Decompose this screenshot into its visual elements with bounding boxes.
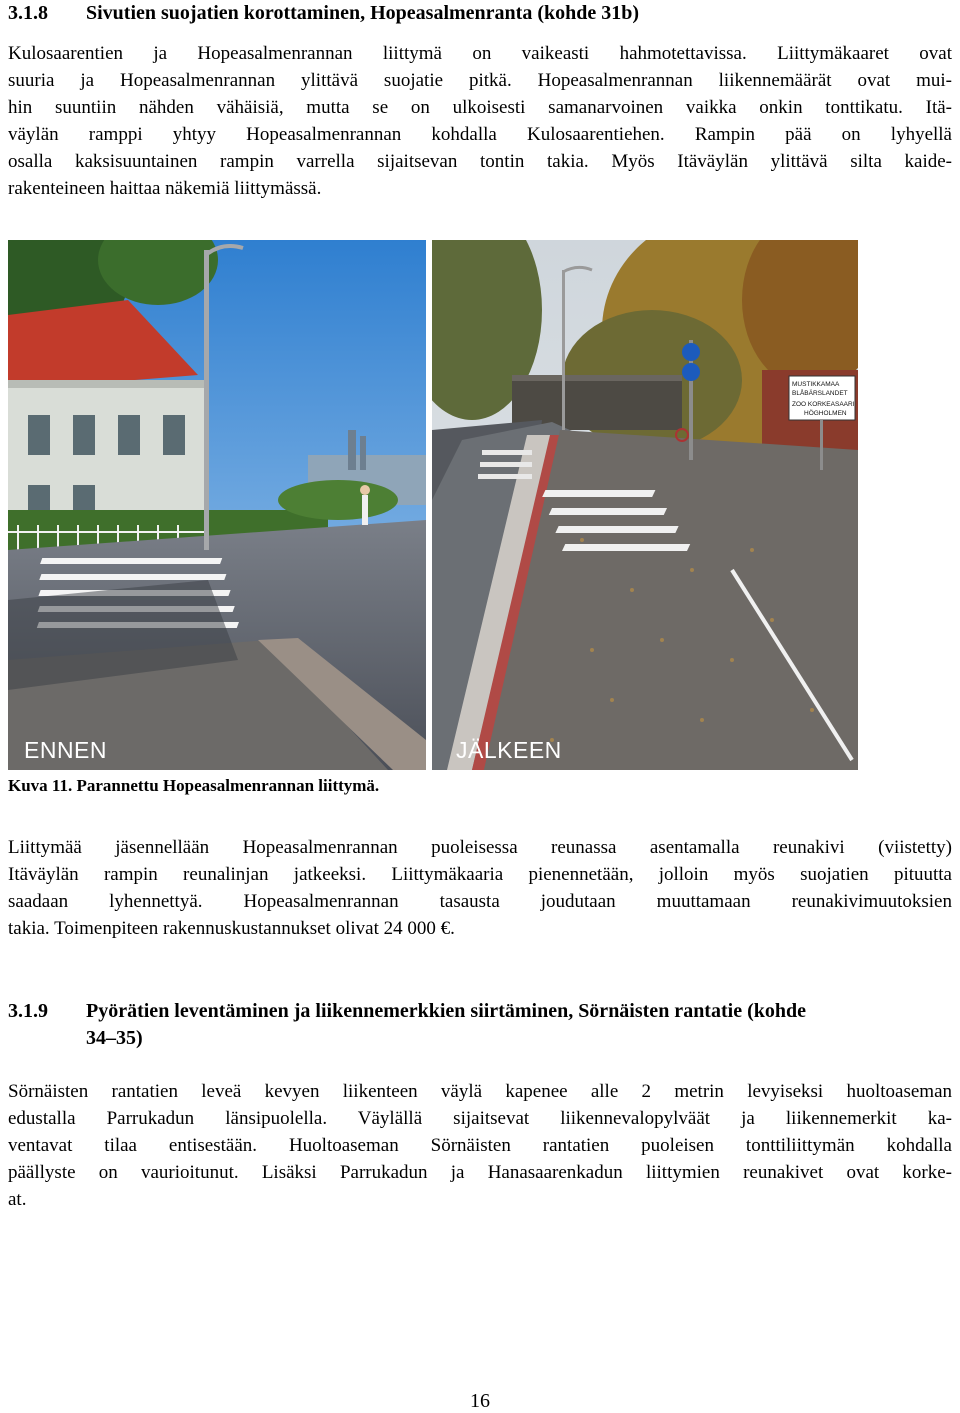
photo-after bbox=[432, 240, 858, 770]
text-line: at. bbox=[8, 1189, 27, 1210]
paragraph-improvement-description bbox=[8, 834, 952, 942]
figure-caption: Kuva 11. Parannettu Hopeasalmenrannan liittymä. bbox=[8, 776, 380, 795]
paragraph-bikeway-description bbox=[8, 1078, 952, 1213]
text-line: päällyste on vaurioitunut. Lisäksi Parrukadun ja Hanasaarenkadun liittymien reunakivet ovat korke- bbox=[8, 1162, 952, 1183]
section-number: 3.1.8 bbox=[8, 2, 48, 24]
section-title: Sivutien suojatien korottaminen, Hopeasalmenranta (kohde 31b) bbox=[86, 2, 640, 24]
text-line: Sörnäisten rantatien leveä kevyen liikenteen väylä kapenee alle 2 metrin levyiseksi huoltoaseman bbox=[8, 1081, 952, 1102]
text-line: rakenteineen haittaa näkemiä liittymässä. bbox=[8, 178, 322, 199]
text-line: saadaan lyhennettyä. Hopeasalmenrannan tasausta joudutaan muuttamaan reunakivimuutoksien bbox=[8, 891, 952, 912]
sign-text-line: BLÅBÄRSLANDET bbox=[792, 390, 848, 397]
section-number: 3.1.9 bbox=[8, 1000, 48, 1022]
sign-text-line: ZOO KORKEASAARI bbox=[792, 401, 855, 408]
text-line: edustalla Parrukadun länsipuolella. Väylällä sijaitsevat liikennevalopylväät ja liikennemerkit ka- bbox=[8, 1108, 952, 1129]
text-line: ventavat tilaa entisestään. Huoltoaseman Sörnäisten rantatien puoleisen tonttiliittymän kohdalla bbox=[8, 1135, 952, 1156]
text-line: hin suuntiin nähden vähäisiä, mutta se on ulkoisesti samanarvoinen vaikka onkin tonttikatu. Itä- bbox=[8, 97, 952, 118]
section-title-line: 34–35) bbox=[86, 1027, 143, 1049]
text-line: Itäväylän rampin reunalinjan jatkeeksi. Liittymäkaaria pienennetään, jolloin myös suojatien pituutta bbox=[8, 864, 952, 885]
section-title-line: Pyörätien leventäminen ja liikennemerkkien siirtäminen, Sörnäisten rantatie (kohde bbox=[86, 1000, 806, 1022]
sign-text-line: HÖGHOLMEN bbox=[804, 410, 847, 417]
text-line: takia. Toimenpiteen rakennuskustannukset olivat 24 000 €. bbox=[8, 918, 455, 939]
label-before: ENNEN bbox=[24, 737, 108, 763]
paragraph-intersection-description bbox=[8, 40, 952, 202]
text-line: osalla kaksisuuntainen rampin varrella sijaitsevan tontin takia. Myös Itäväylän ylittävä silta kaide- bbox=[8, 151, 952, 172]
text-line: Kulosaarentien ja Hopeasalmenrannan liittymä on vaikeasti hahmotettavissa. Liittymäkaaret ovat bbox=[8, 43, 952, 64]
photo-before bbox=[8, 240, 426, 770]
text-line: Liittymää jäsennellään Hopeasalmenrannan puoleisessa reunassa asentamalla reunakivi (viistetty) bbox=[8, 837, 952, 858]
section-heading-3-1-8 bbox=[8, 0, 952, 28]
text-line: väylän ramppi yhtyy Hopeasalmenrannan kohdalla Kulosaarentiehen. Rampin pää on lyhyellä bbox=[8, 124, 952, 145]
text-line: suuria ja Hopeasalmenrannan ylittävä suojatie pitkä. Hopeasalmenrannan liikennemäärät ovat mui- bbox=[8, 70, 952, 91]
sign-text-line: MUSTIKKAMAA bbox=[792, 381, 840, 388]
section-heading-3-1-9 bbox=[8, 998, 952, 1054]
label-after: JÄLKEEN bbox=[456, 737, 562, 763]
page-number: 16 bbox=[470, 1390, 490, 1412]
